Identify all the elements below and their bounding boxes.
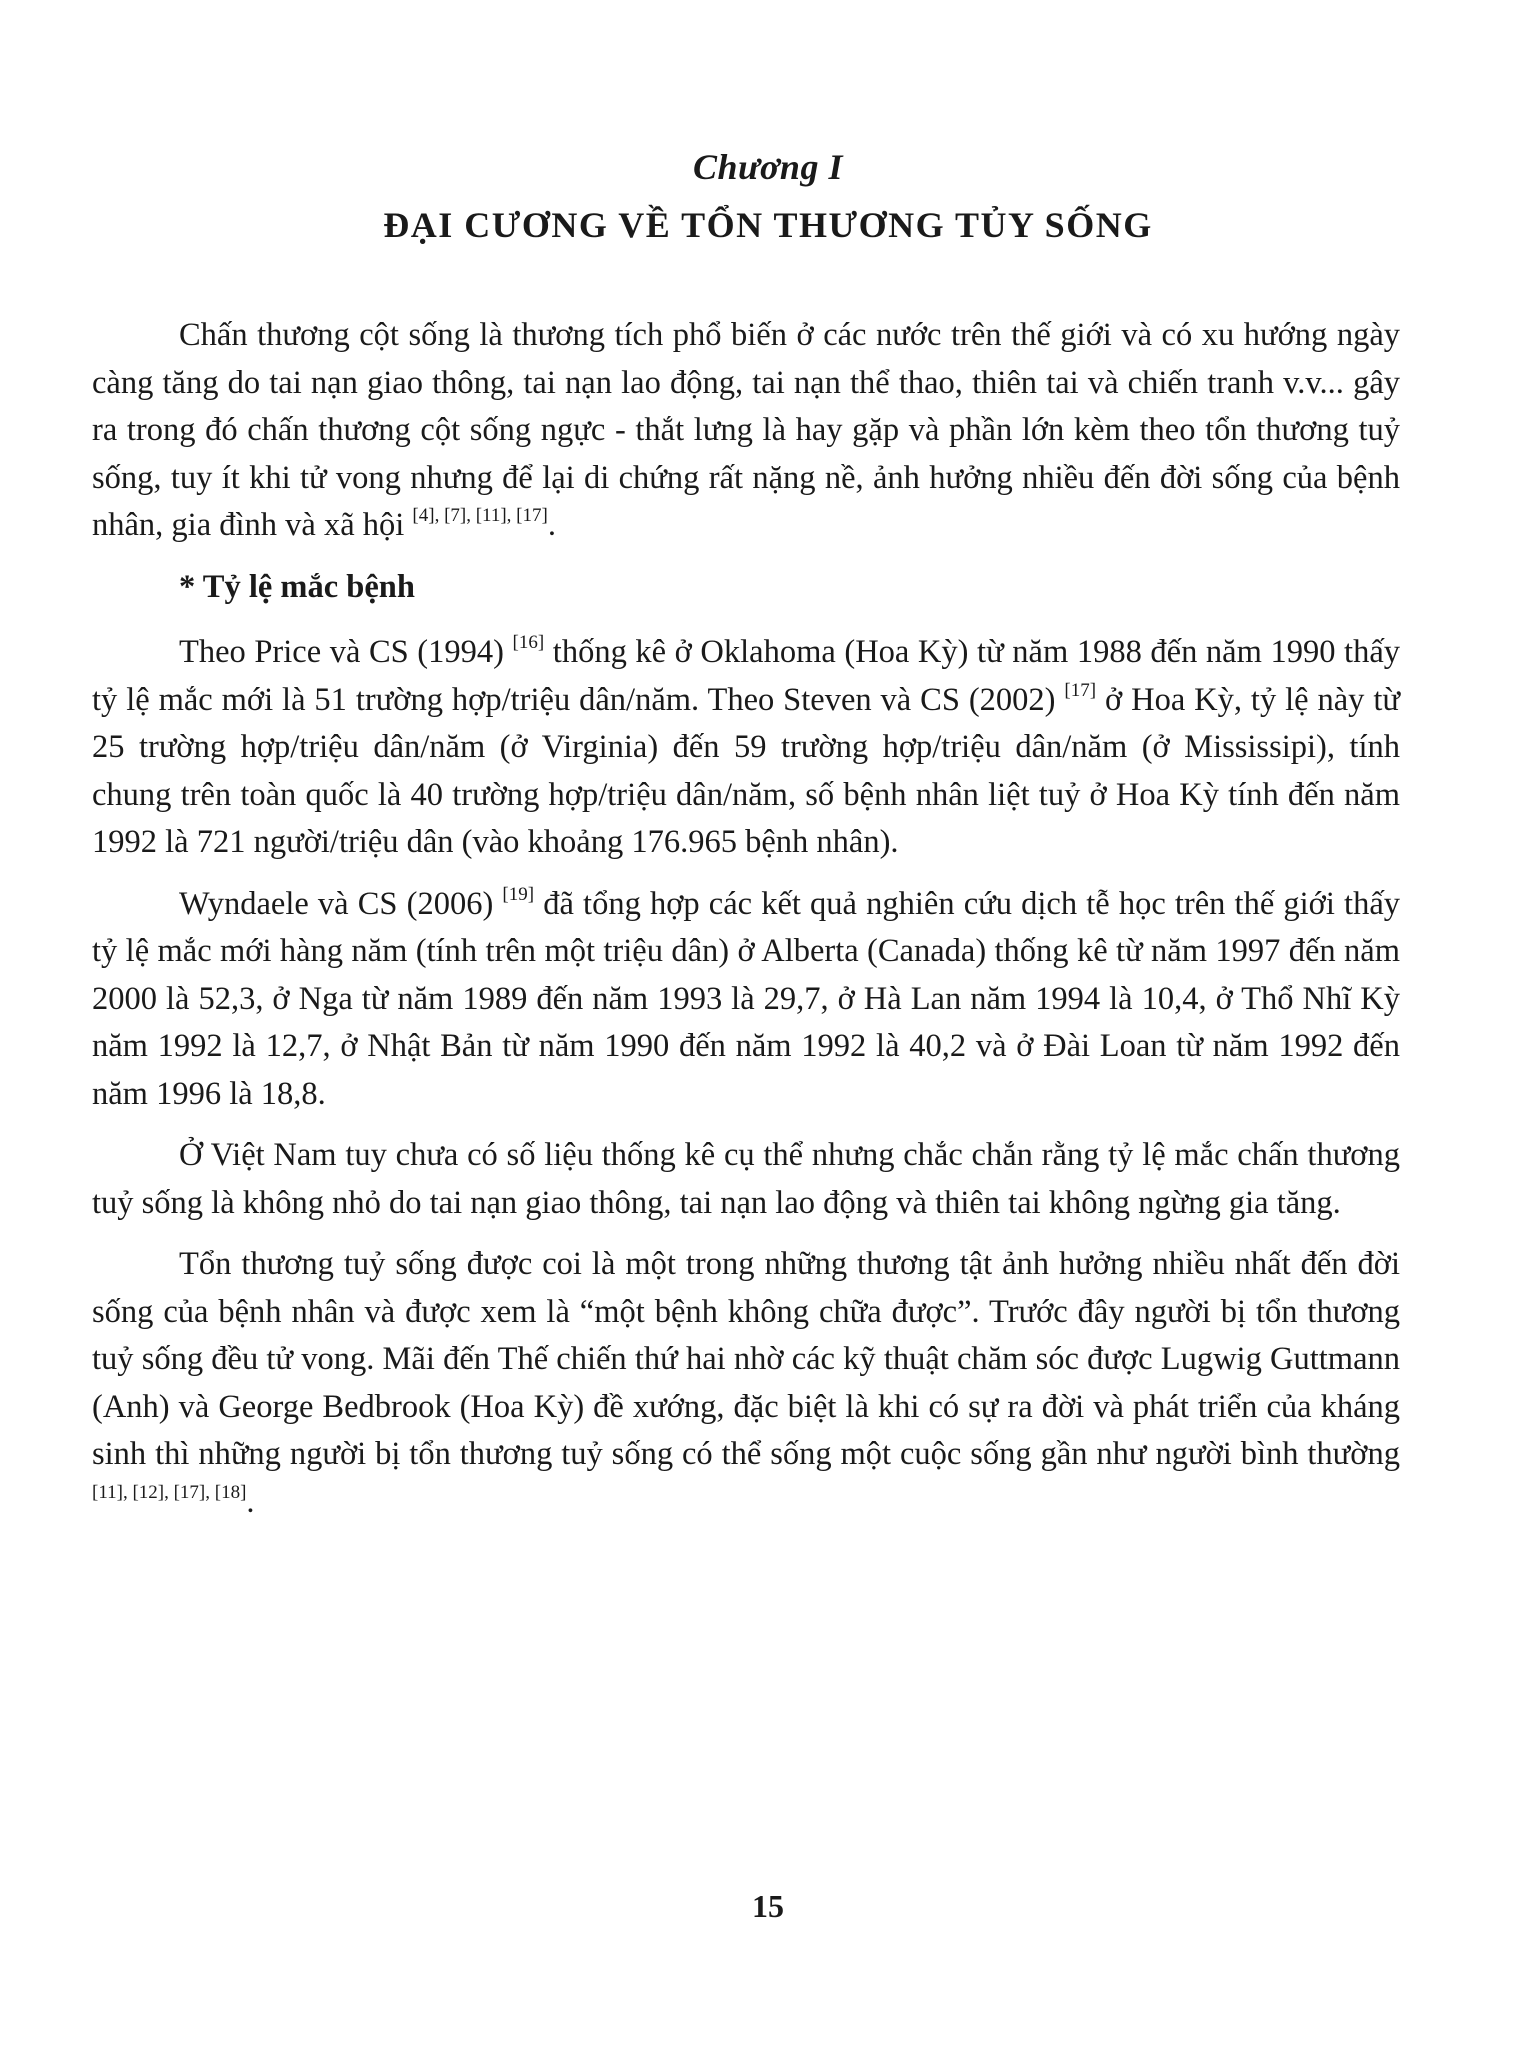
paragraph-text: thống kê ở Oklahoma (Hoa Kỳ) từ năm 1988 đến năm 1990 thấy tỷ lệ mắc mới là 51 trường hợp/triệu dân/năm. Theo Steven và CS (2002) (92, 634, 1400, 718)
citation-ref: [17] (1064, 679, 1097, 701)
paragraph-text: Theo Price và CS (1994) (179, 634, 513, 670)
paragraph-text: Tổn thương tuỷ sống được coi là một trong những thương tật ảnh hưởng nhiều nhất đến đời sống của bệnh nhân và được xem là “một bệnh không chữa được”. Trước đây người bị tổn thương tuỷ sống đều tử vong. Mãi đến Thế chiến thứ hai nhờ các kỹ thuật chăm sóc được Lugwig Guttmann (Anh) và George Bedbrook (Hoa Kỳ) đề xướng, đặc biệt là khi có sự ra đời và phát triển của kháng sinh thì những người bị tổn thương tuỷ sống có thể sống một cuộc sống gần như người bình thường (92, 1246, 1400, 1472)
paragraph-wyndaele (92, 881, 1400, 1119)
paragraph-text: Wyndaele và CS (2006) (179, 885, 503, 922)
citation-ref: [11], [12], [17], [18] (92, 1481, 247, 1503)
paragraph-end: . (246, 1483, 255, 1520)
page-number: 15 (752, 1888, 784, 1924)
paragraph-text: ở Hoa Kỳ, tỷ lệ này từ 25 trường hợp/triệu dân/năm (ở Virginia) đến 59 trường hợp/triệu dân/năm (ở Mississipi), tính chung trên toàn quốc là 40 trường hợp/triệu dân/năm, số bệnh nhân liệt tuỷ ở Hoa Kỳ tính đến năm 1992 là 721 người/triệu dân (vào khoảng 176.965 bệnh nhân). (92, 681, 1400, 860)
paragraph-vietnam: Ở Việt Nam tuy chưa có số liệu thống kê cụ thể nhưng chắc chắn rằng tỷ lệ mắc chấn thương tuỷ sống là không nhỏ do tai nạn giao thông, tai nạn lao động và thiên tai không ngừng gia tăng. (92, 1137, 1400, 1221)
paragraph-history (92, 1241, 1400, 1526)
chapter-label: Chương I (693, 147, 843, 187)
paragraph-text: đã tổng hợp các kết quả nghiên cứu dịch tễ học trên thế giới thấy tỷ lệ mắc mới hàng năm (tính trên một triệu dân) ở Alberta (Canada) thống kê từ năm 1997 đến năm 2000 là 52,3, ở Nga từ năm 1989 đến năm 1993 là 29,7, ở Hà Lan năm 1994 là 10,4, ở Thổ Nhĩ Kỳ năm 1992 là 12,7, ở Nhật Bản từ năm 1990 đến năm 1992 là 40,2 và ở Đài Loan từ năm 1992 đến năm 1996 là 18,8. (92, 885, 1400, 1112)
chapter-title: ĐẠI CƯƠNG VỀ TỔN THƯƠNG TỦY SỐNG (383, 205, 1153, 245)
section-heading: * Tỷ lệ mắc bệnh (179, 568, 415, 605)
paragraph-end: . (547, 507, 556, 543)
paragraph-price (92, 629, 1400, 867)
paragraph-intro (92, 312, 1400, 550)
body-text (92, 312, 1400, 1540)
citation-ref: [4], [7], [11], [17] (412, 505, 548, 526)
citation-ref: [19] (502, 883, 535, 905)
paragraph-intro-text: Chấn thương cột sống là thương tích phổ biến ở các nước trên thế giới và có xu hướng ngày càng tăng do tai nạn giao thông, tai nạn lao động, tai nạn thể thao, thiên tai và chiến tranh v.v... gây ra trong đó chấn thương cột sống ngực - thắt lưng là hay gặp và phần lớn kèm theo tổn thương tuỷ sống, tuy ít khi tử vong nhưng để lại di chứng rất nặng nề, ảnh hưởng nhiều đến đời sống của bệnh nhân, gia đình và xã hội (92, 317, 1400, 543)
citation-ref: [16] (512, 632, 545, 653)
